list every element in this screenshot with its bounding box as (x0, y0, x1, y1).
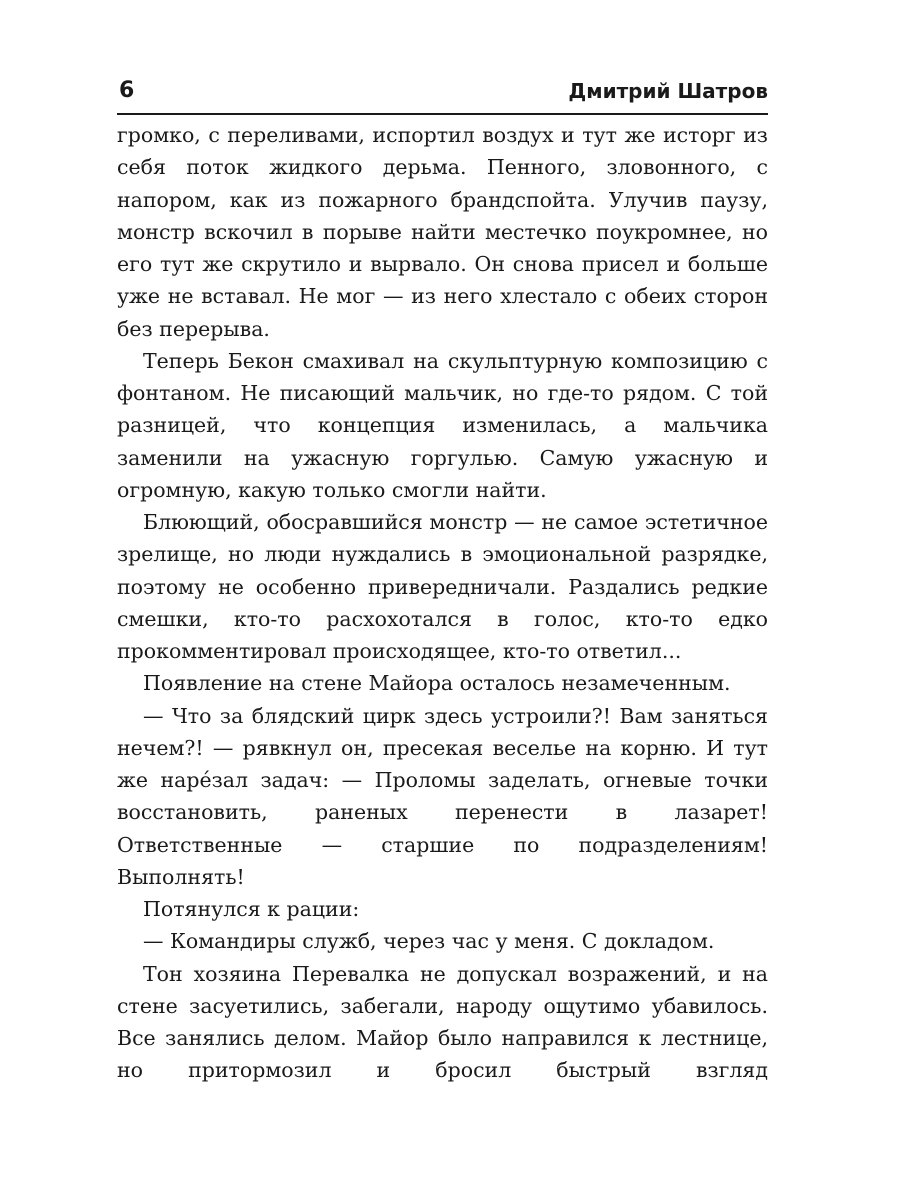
paragraph: Появление на стене Майора осталось незамеченным. (143, 671, 731, 696)
body-text (117, 119, 768, 1087)
paragraph: Потянулся к рации: (143, 897, 360, 921)
paragraph: — Что за блядский цирк здесь устроили?! Вам заняться нечем?! — рявкнул он, пресекая веселье на корню. И тут же нарéзал задач: — Проломы заделать, огневые точки восстановить, раненых перенести в лазарет! Ответственные — старшие по подразделениям! Выполнять! (117, 703, 768, 889)
paragraph: Блюющий, обосравшийся монстр — не самое эстетичное зрелище, но люди нуждались в эмоциональной разрядке, поэтому не особенно привередничали. Раздались редкие смешки, кто-то расхохотался в голос, кто-то едко прокомментировал происходящее, кто-то ответил... (117, 510, 768, 663)
page-number: 6 (119, 78, 135, 103)
paragraph: Тон хозяина Перевалка не допускал возражений, и на стене засуетились, забегали, народу ощутимо убавилось. Все занялись делом. Майор было направился к лестнице, но притормозил и бросил быстрый взгляд (117, 961, 768, 1083)
paragraph: Теперь Бекон смахивал на скульптурную композицию с фонтаном. Не писающий мальчик, но где-то рядом. С той разницей, что концепция изменилась, а мальчика заменили на ужасную горгулью. Самую ужасную и огромную, какую только смогли найти. (117, 348, 768, 502)
paragraph: — Командиры служб, через час у меня. С докладом. (143, 929, 715, 954)
running-head-author: Дмитрий Шатров (568, 79, 768, 103)
running-head (117, 77, 768, 115)
paragraph: громко, с переливами, испортил воздух и тут же исторг из себя поток жидкого дерьма. Пенного, зловонного, с напором, как из пожарного брандспойта. Улучив паузу, монстр вскочил в порыве найти местечко поукромнее, но его тут же скрутило и вырвало. Он снова присел и больше уже не вставал. Не мог — из него хлестало с обеих сторон без перерыва. (117, 123, 768, 341)
